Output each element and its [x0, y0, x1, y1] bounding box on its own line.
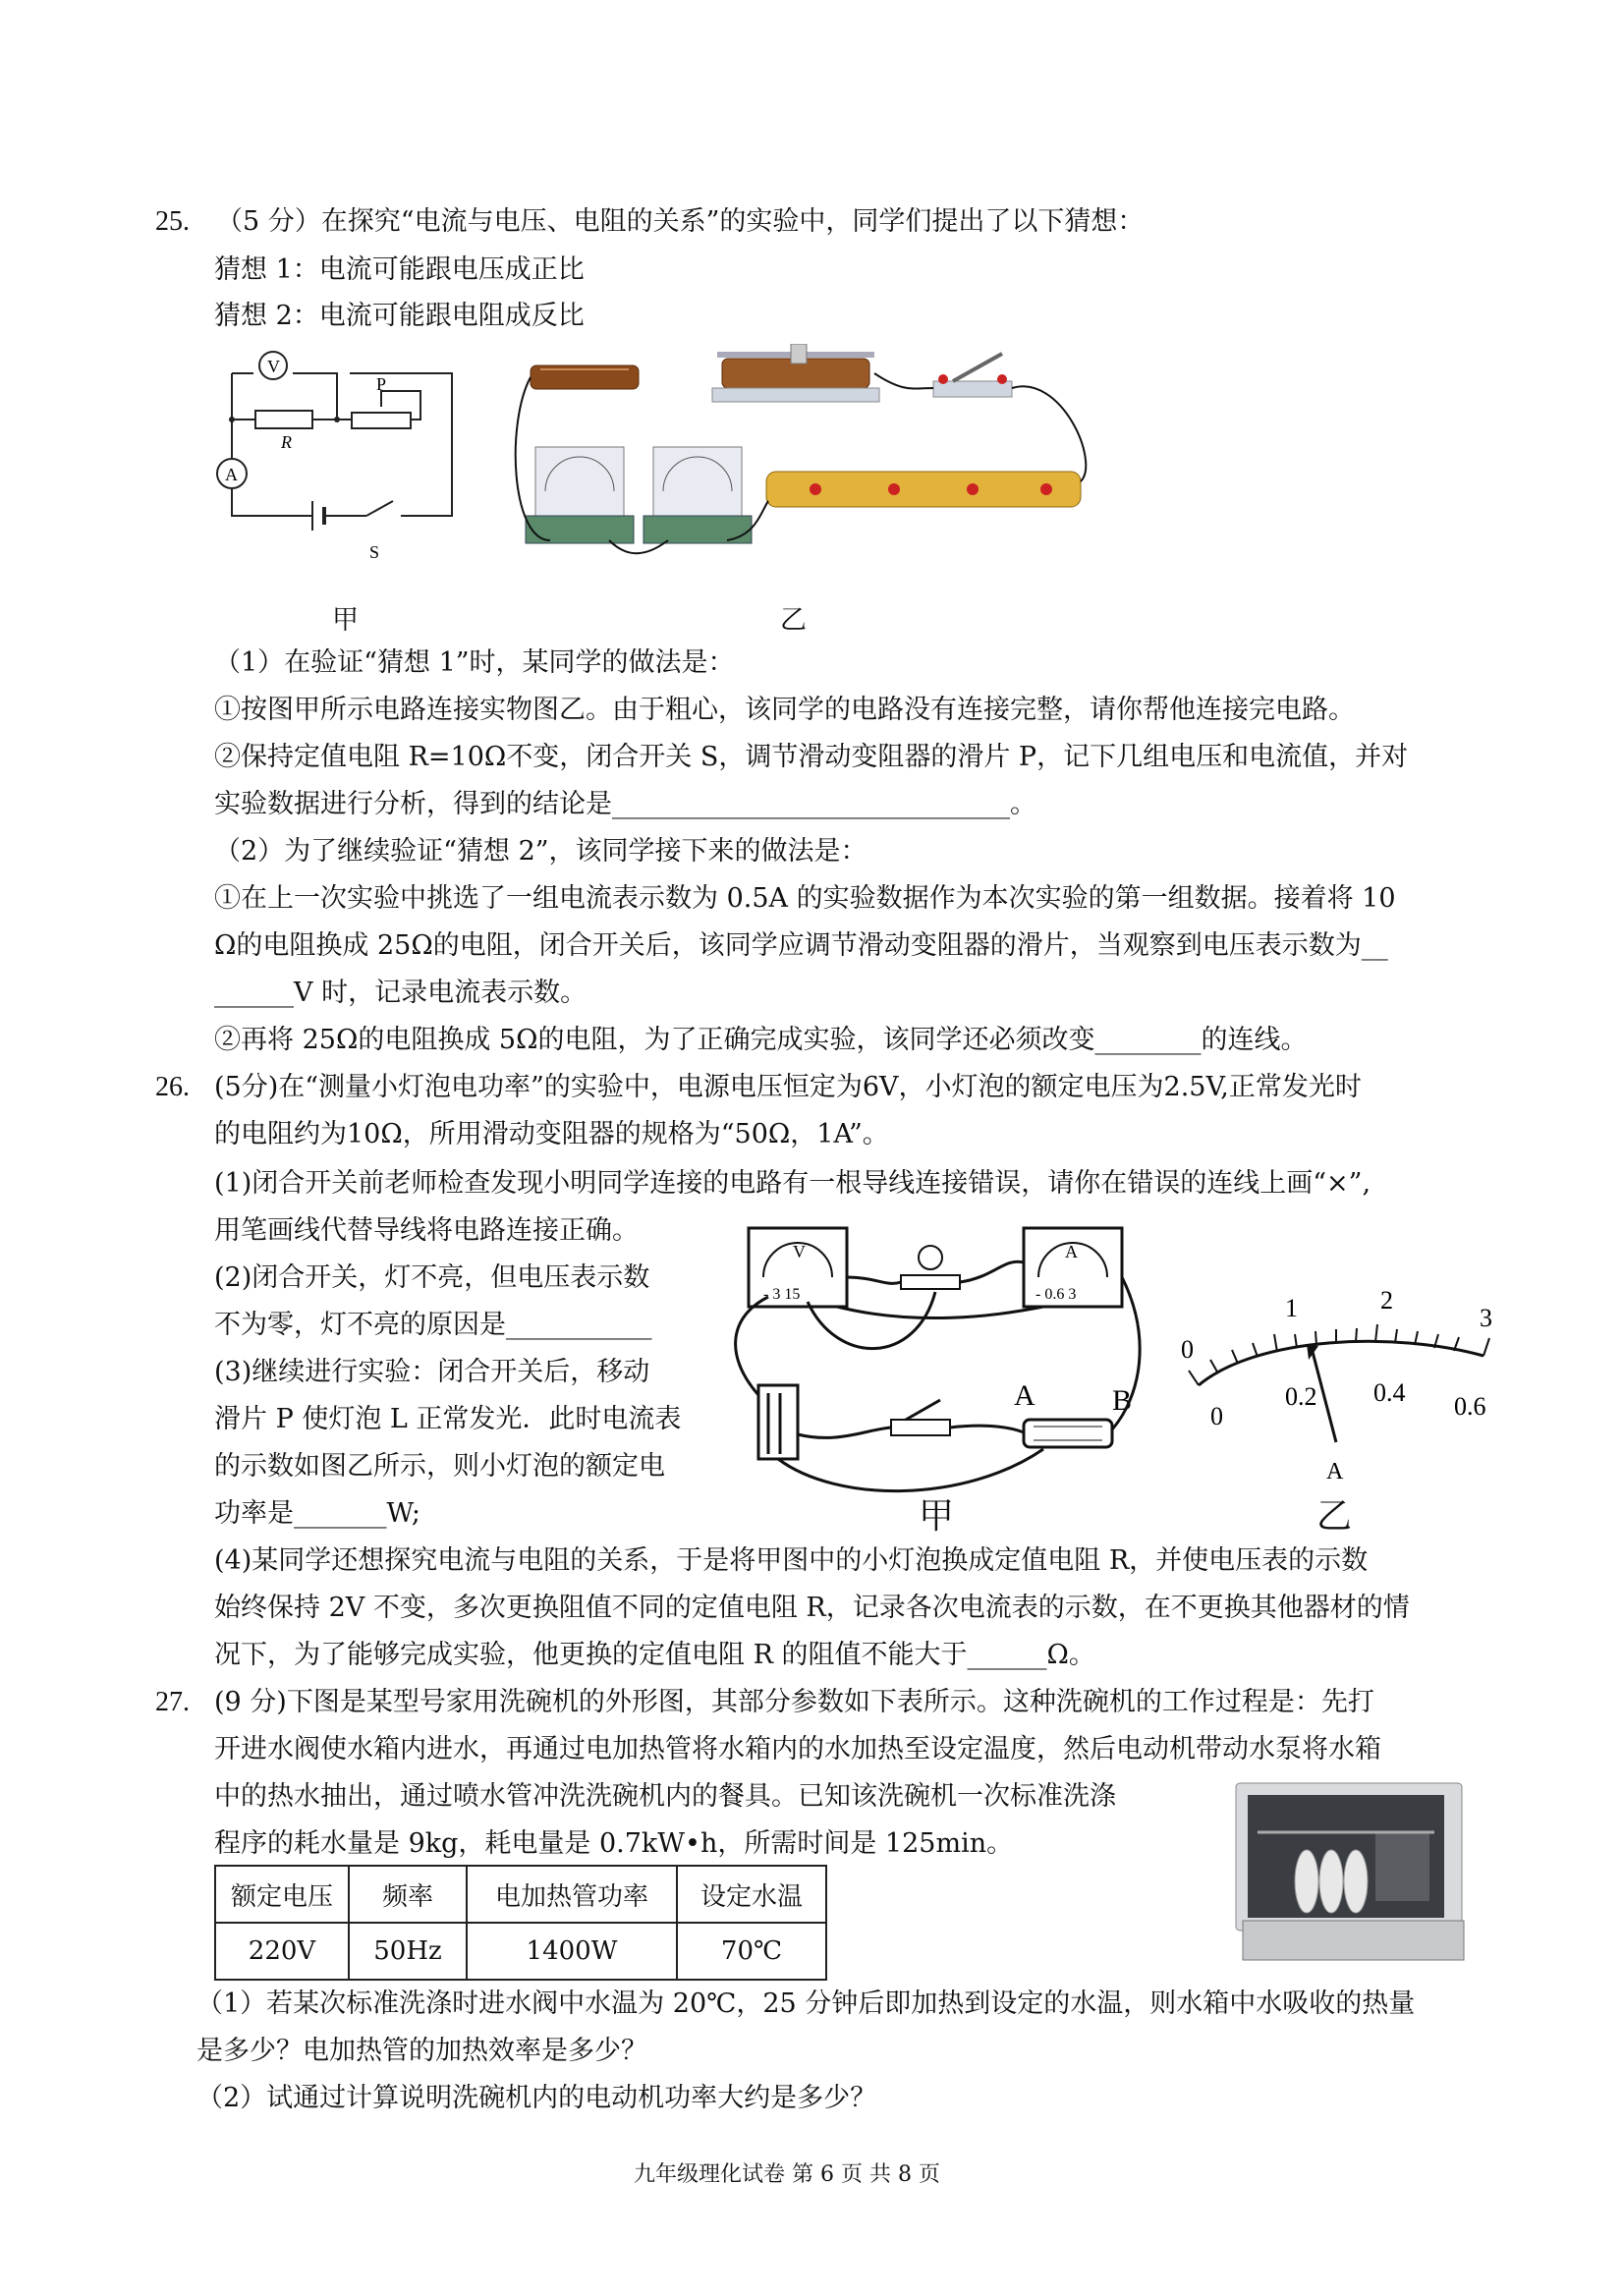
voltmeter-icon: [526, 447, 634, 543]
table-cell: 220V: [215, 1923, 349, 1980]
dial-unit: A: [1326, 1459, 1344, 1484]
ammeter-label: A: [225, 465, 238, 484]
svg-text:V: V: [793, 1242, 806, 1261]
q26-battery-icon: [758, 1385, 798, 1459]
q25-part2-step2: ②再将 25Ω的电阻换成 5Ω的电阻，为了正确完成实验，该同学还必须改变________的连线。: [214, 1025, 1308, 1055]
q25-number: 25.: [155, 206, 190, 237]
terminal-a-label: A: [1014, 1379, 1035, 1412]
q25-guess2: 猜想 2：电流可能跟电阻成反比: [214, 301, 585, 331]
q26-part2-a: (2)闭合开关，灯不亮，但电压表示数: [214, 1262, 650, 1293]
q26-part3-c: 的示数如图乙所示，则小灯泡的额定电: [214, 1451, 665, 1482]
dial-bottom-0: 0: [1210, 1402, 1223, 1430]
q25-part1-step2a: ②保持定值电阻 R=10Ω不变，闭合开关 S，调节滑动变阻器的滑片 P，记下几组电压和电流值，并对: [214, 742, 1409, 772]
table-cell: 50Hz: [349, 1923, 467, 1980]
q27-part2: （2）试通过计算说明洗碗机内的电动机功率大约是多少？: [196, 2083, 877, 2113]
q26-part1-a: (1)闭合开关前老师检查发现小明同学连接的电路有一根导线连接错误，请你在错误的连线上画“×”,: [214, 1168, 1371, 1199]
q26-part3-d: 功率是_______W;: [214, 1498, 421, 1529]
table-header: 额定电压: [215, 1866, 349, 1923]
q26-part3-a: (3)继续进行实验：闭合开关后，移动: [214, 1357, 650, 1387]
battery-pack-icon: [766, 472, 1081, 507]
q26-switch-icon: [891, 1400, 950, 1435]
switch-icon: [933, 354, 1012, 397]
q26-rheostat-icon: [1024, 1420, 1112, 1447]
q26-part3-b: 滑片 P 使灯泡 L 正常发光．此时电流表: [214, 1404, 682, 1434]
rheostat-icon: [712, 344, 879, 402]
q26-intro-a: (5分)在“测量小灯泡电功率”的实验中，电源电压恒定为6V，小灯泡的额定电压为2.5V,正常发光时: [214, 1072, 1362, 1102]
q27-part1-a: （1）若某次标准洗涤时进水阀中水温为 20℃，25 分钟后即加热到设定的水温，则水箱中水吸收的热量: [196, 1988, 1416, 2019]
q25-fig-jia-caption: 甲: [332, 605, 359, 636]
dishwasher-image: [1218, 1773, 1474, 1970]
q27-number: 27.: [155, 1687, 190, 1717]
terminal-b-label: B: [1112, 1384, 1133, 1417]
q27-part1-b: 是多少？电加热管的加热效率是多少？: [196, 2036, 647, 2066]
q25-part2-step1b: Ω的电阻换成 25Ω的电阻，闭合开关后，该同学应调节滑动变阻器的滑片，当观察到电压表示数为__: [214, 930, 1388, 961]
q25-part1-step1: ①按图甲所示电路连接实物图乙。由于粗心，该同学的电路没有连接完整，请你帮他连接完电路。: [214, 695, 1355, 725]
q25-part2-step1c: ______V 时，记录电流表示数。: [214, 978, 588, 1008]
q26-part4-b: 始终保持 2V 不变，多次更换阻值不同的定值电阻 R，记录各次电流表的示数，在不更换其他器材的情: [214, 1593, 1410, 1623]
q26-part4-a: (4)某同学还想探究电流与电阻的关系，于是将甲图中的小灯泡换成定值电阻 R，并使电压表的示数: [214, 1545, 1369, 1576]
page-footer: 九年级理化试卷 第 6 页 共 8 页: [634, 2162, 940, 2187]
table-cell: 70℃: [677, 1923, 826, 1980]
q26-circuit-figure: [719, 1218, 1151, 1533]
q26-voltmeter-icon: [749, 1228, 847, 1307]
q27-intro-c: 中的热水抽出，通过喷水管冲洗洗碗机内的餐具。已知该洗碗机一次标准洗涤: [214, 1781, 1116, 1812]
table-row: [215, 1923, 826, 1980]
voltmeter-label: V: [267, 357, 280, 376]
q25-part2-step1a: ①在上一次实验中挑选了一组电流表示数为 0.5A 的实验数据作为本次实验的第一组数据。接着将 10: [214, 883, 1396, 914]
q25-intro: （5 分）在探究“电流与电压、电阻的关系”的实验中，同学们提出了以下猜想：: [216, 206, 1145, 237]
ammeter-dial-figure: [1159, 1277, 1513, 1493]
dial-bottom-2: 0.4: [1373, 1378, 1406, 1407]
q27-intro-a: (9 分)下图是某型号家用洗碗机的外形图，其部分参数如下表所示。这种洗碗机的工作过程是：先打: [214, 1687, 1374, 1717]
q27-intro-b: 开进水阀使水箱内进水，再通过电加热管将水箱内的水加热至设定温度，然后电动机带动水泵将水箱: [214, 1734, 1381, 1764]
table-header: 电加热管功率: [467, 1866, 677, 1923]
svg-text:- 3 15: - 3 15: [763, 1286, 801, 1303]
svg-text:A: A: [1065, 1242, 1078, 1261]
dial-top-1: 1: [1285, 1294, 1298, 1322]
ammeter-icon: [644, 447, 752, 543]
q26-intro-b: 的电阻约为10Ω，所用滑动变阻器的规格为“50Ω，1A”。: [214, 1119, 889, 1149]
q26-part2-b: 不为零，灯不亮的原因是___________: [214, 1310, 652, 1340]
resistor-label: R: [281, 432, 292, 452]
table-cell: 1400W: [467, 1923, 677, 1980]
dishwasher-spec-table: [214, 1865, 827, 1981]
q26-ammeter-icon: [1024, 1228, 1122, 1307]
table-row: [215, 1866, 826, 1923]
q25-apparatus-figure: [511, 344, 1100, 580]
q26-number: 26.: [155, 1072, 190, 1102]
fixed-resistor-icon: [531, 365, 639, 389]
q26-part1-b: 用笔画线代替导线将电路连接正确。: [214, 1215, 639, 1246]
table-header: 设定水温: [677, 1866, 826, 1923]
q25-guess1: 猜想 1：电流可能跟电压成正比: [214, 254, 585, 285]
table-header: 频率: [349, 1866, 467, 1923]
q25-fig-yi-caption: 乙: [780, 605, 807, 636]
q26-part4-c: 况下，为了能够完成实验，他更换的定值电阻 R 的阻值不能大于______Ω。: [214, 1640, 1095, 1670]
bulb-icon: [901, 1246, 960, 1289]
dial-top-3: 3: [1480, 1304, 1492, 1332]
q26-fig-jia-caption: 甲: [919, 1496, 955, 1537]
switch-label: S: [369, 542, 380, 562]
q25-part1-title: （1）在验证“猜想 1”时，某同学的做法是：: [214, 647, 735, 678]
q25-circuit-diagram: [204, 344, 470, 580]
dial-top-0: 0: [1181, 1335, 1194, 1364]
dial-bottom-1: 0.2: [1285, 1382, 1317, 1411]
q26-fig-yi-caption: 乙: [1316, 1496, 1353, 1537]
q25-part2-title: （2）为了继续验证“猜想 2”，该同学接下来的做法是：: [214, 836, 867, 867]
slider-label: P: [376, 374, 387, 394]
svg-text:- 0.6 3: - 0.6 3: [1035, 1286, 1077, 1303]
q25-part1-step2b: 实验数据进行分析，得到的结论是______________________________。: [214, 789, 1036, 819]
dial-bottom-3: 0.6: [1454, 1392, 1486, 1421]
dial-top-2: 2: [1380, 1286, 1393, 1315]
q27-intro-d: 程序的耗水量是 9kg，耗电量是 0.7kW•h，所需时间是 125min。: [214, 1828, 1014, 1859]
